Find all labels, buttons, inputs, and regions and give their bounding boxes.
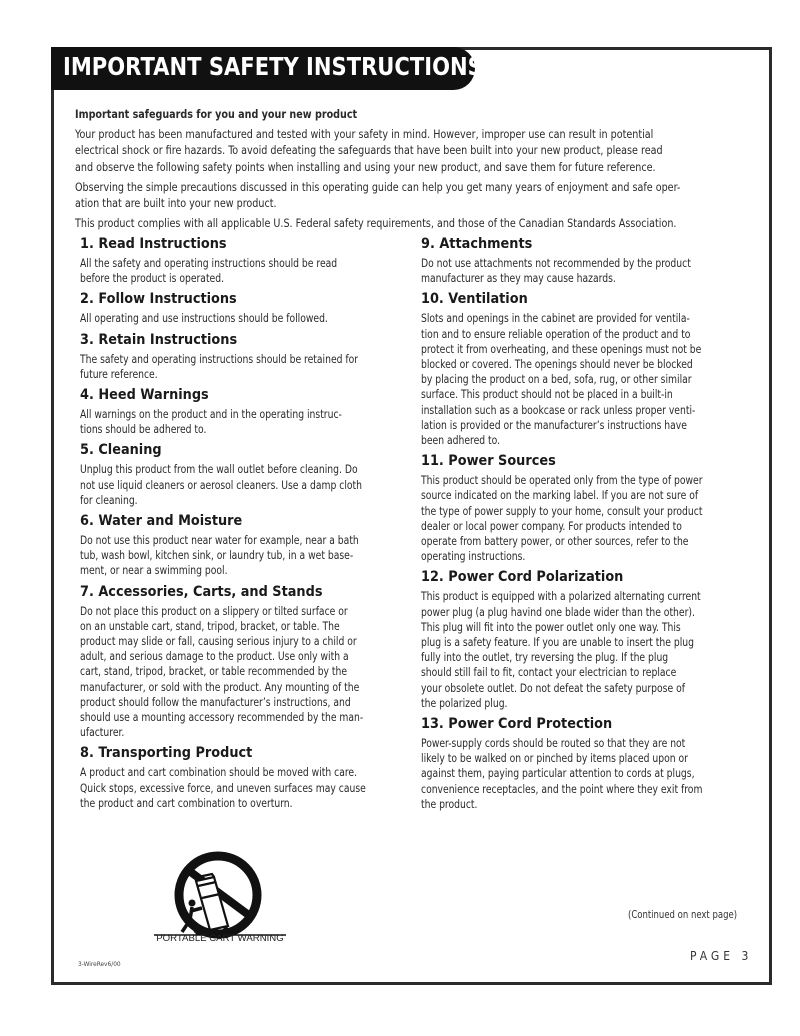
section-line: cart, stand, tripod, bracket, or table recommended by the (80, 664, 348, 679)
section-line: All the safety and operating instructions should be read (80, 256, 338, 270)
intro-paragraph (75, 126, 765, 175)
section-line: The safety and operating instructions should be retained for (80, 351, 359, 366)
section-line: fully into the outlet, try reversing the plug. If the plug (421, 650, 669, 665)
intro-block (75, 106, 765, 235)
section-line: the product and cart combination to overturn. (80, 795, 293, 810)
section-line: for cleaning. (80, 492, 138, 507)
section-line: Slots and openings in the cabinet are provided for ventila- (421, 311, 690, 326)
section-line: All warnings on the product and in the operating instruc- (80, 407, 342, 422)
section-line: not use liquid cleaners or aerosol cleaners. Use a damp cloth (80, 477, 362, 492)
section-title: 10. Ventilation (421, 291, 528, 308)
section-line: All operating and use instructions should be followed. (80, 311, 328, 326)
section-line: should use a mounting accessory recommended by the man- (80, 710, 364, 725)
section-line: A product and cart combination should be moved with care. (80, 765, 358, 780)
section-title: 1. Read Instructions (80, 236, 227, 252)
safety-section (80, 441, 410, 508)
intro-line: This product complies with all applicable U.S. Federal safety requirements, and those of the Canadian Standards Association. (75, 216, 677, 231)
intro-line: Your product has been manufactured and tested with your safety in mind. However, improper use can result in potential (75, 127, 654, 142)
section-line: Quick stops, excessive force, and uneven surfaces may cause (80, 780, 366, 795)
section-line: manufacturer, or sold with the product. Any mounting of the (80, 679, 360, 694)
section-line: the product. (421, 796, 478, 811)
section-body (421, 256, 751, 286)
safety-section (80, 744, 410, 811)
section-line: Do not use attachments not recommended by the product (421, 256, 691, 270)
section-body (80, 462, 410, 508)
section-line: likely to be walked on or pinched by items placed upon or (421, 751, 688, 766)
section-body (421, 589, 751, 711)
section-line: the polarized plug. (421, 695, 508, 710)
section-line: been adhered to. (421, 433, 501, 448)
section-body (80, 311, 410, 326)
section-line: Unplug this product from the wall outlet before cleaning. Do (80, 462, 358, 477)
page-title: IMPORTANT SAFETY INSTRUCTIONS (63, 52, 483, 81)
intro-paragraph (75, 179, 765, 211)
continued-note: (Continued on next page) (628, 909, 738, 921)
section-line: plug is a safety feature. If you are unable to insert the plug (421, 635, 694, 650)
section-body (80, 352, 410, 382)
safety-section (80, 290, 410, 326)
section-line: before the product is operated. (80, 271, 225, 286)
section-line: against them, paying particular attention to cords at plugs, (421, 766, 695, 781)
section-line: convenience receptacles, and the point where they exit from (421, 781, 703, 796)
section-line: operate from battery power, or other sources, refer to the (421, 534, 689, 549)
section-title: 6. Water and Moisture (80, 513, 243, 530)
section-line: your obsolete outlet. Do not defeat the safety purpose of (421, 680, 685, 695)
section-line: the type of power supply to your home, consult your product (421, 503, 703, 518)
section-title: 8. Transporting Product (80, 745, 253, 762)
intro-paragraph (75, 215, 765, 231)
section-body (80, 407, 410, 437)
section-title: 2. Follow Instructions (80, 291, 237, 308)
section-line: source indicated on the marking label. If you are not sure of (421, 488, 699, 503)
section-body (80, 533, 410, 579)
section-body (421, 311, 751, 448)
right-column (421, 235, 751, 816)
section-title: 7. Accessories, Carts, and Stands (80, 583, 323, 600)
section-line: tions should be adhered to. (80, 422, 207, 437)
intro-line: electrical shock or fire hazards. To avoid defeating the safeguards that have been built into your new product, please read (75, 143, 663, 158)
safety-section (421, 290, 751, 448)
safety-section (80, 386, 410, 437)
section-line: blocked or covered. The openings should never be blocked (421, 357, 693, 372)
section-title: 3. Retain Instructions (80, 331, 238, 348)
intro-lead: Important safeguards for you and your new product (75, 107, 358, 121)
section-line: on an unstable cart, stand, tripod, bracket, or table. The (80, 618, 340, 633)
section-line: ufacturer. (80, 725, 125, 740)
page-number: PAGE 3 (690, 949, 753, 963)
safety-section (80, 235, 410, 286)
section-title: 12. Power Cord Polarization (421, 569, 624, 586)
section-line: dealer or local power company. For products intended to (421, 518, 682, 533)
intro-line: and observe the following safety points when installing and using your new product, and save them for future reference. (75, 159, 656, 174)
safety-section (421, 568, 751, 711)
section-body (421, 473, 751, 564)
revision-code: 3-WireRev6/00 (78, 960, 121, 968)
cart-warning-caption: PORTABLE CART WARNING (156, 933, 284, 944)
section-line: should still fail to fit, contact your electrician to replace (421, 665, 677, 680)
section-title: 11. Power Sources (421, 453, 556, 470)
section-line: by placing the product on a bed, sofa, rug, or other similar (421, 372, 692, 387)
section-line: This product is equipped with a polarized alternating current (421, 589, 701, 604)
section-line: protect it from overheating, and these openings must not be (421, 341, 702, 356)
safety-section (421, 235, 751, 286)
section-body (80, 604, 410, 741)
section-line: power plug (a plug havind one blade wider than the other). (421, 604, 695, 619)
section-line: surface. This product should not be placed in a built-in (421, 387, 673, 402)
section-line: operating instructions. (421, 549, 526, 564)
safety-section (80, 512, 410, 579)
intro-line: Observing the simple precautions discussed in this operating guide can help you get many years of enjoyment and safe oper- (75, 179, 681, 194)
section-line: This plug will fit into the power outlet only one way. This (421, 619, 681, 634)
safety-section (421, 452, 751, 564)
section-line: installation such as a bookcase or rack unless proper venti- (421, 402, 696, 417)
left-column (80, 235, 410, 815)
section-title: 9. Attachments (421, 236, 533, 252)
section-body (80, 256, 410, 286)
section-title: 13. Power Cord Protection (421, 716, 613, 733)
safety-section (80, 583, 410, 741)
safety-section (421, 715, 751, 812)
section-line: This product should be operated only from the type of power (421, 473, 703, 488)
section-title: 4. Heed Warnings (80, 387, 209, 404)
section-body (80, 765, 410, 811)
section-line: adult, and serious damage to the product. Use only with a (80, 649, 349, 664)
section-line: ment, or near a swimming pool. (80, 563, 228, 578)
section-line: Do not place this product on a slippery or tilted surface or (80, 603, 348, 618)
section-line: lation is provided or the manufacturer’s instructions have (421, 417, 687, 432)
section-title: 5. Cleaning (80, 442, 162, 459)
section-line: future reference. (80, 366, 158, 381)
intro-line: ation that are built into your new product. (75, 196, 277, 211)
section-line: manufacturer as they may cause hazards. (421, 271, 616, 286)
safety-section (80, 331, 410, 382)
section-line: tion and to ensure reliable operation of the product and to (421, 326, 691, 341)
section-line: product may slide or fall, causing serious injury to a child or (80, 634, 357, 649)
section-line: product should follow the manufacturer’s instructions, and (80, 694, 351, 709)
section-line: tub, wash bowl, kitchen sink, or laundry tub, in a wet base- (80, 548, 354, 563)
section-line: Power-supply cords should be routed so that they are not (421, 736, 686, 751)
section-line: Do not use this product near water for example, near a bath (80, 533, 359, 548)
section-body (421, 736, 751, 812)
